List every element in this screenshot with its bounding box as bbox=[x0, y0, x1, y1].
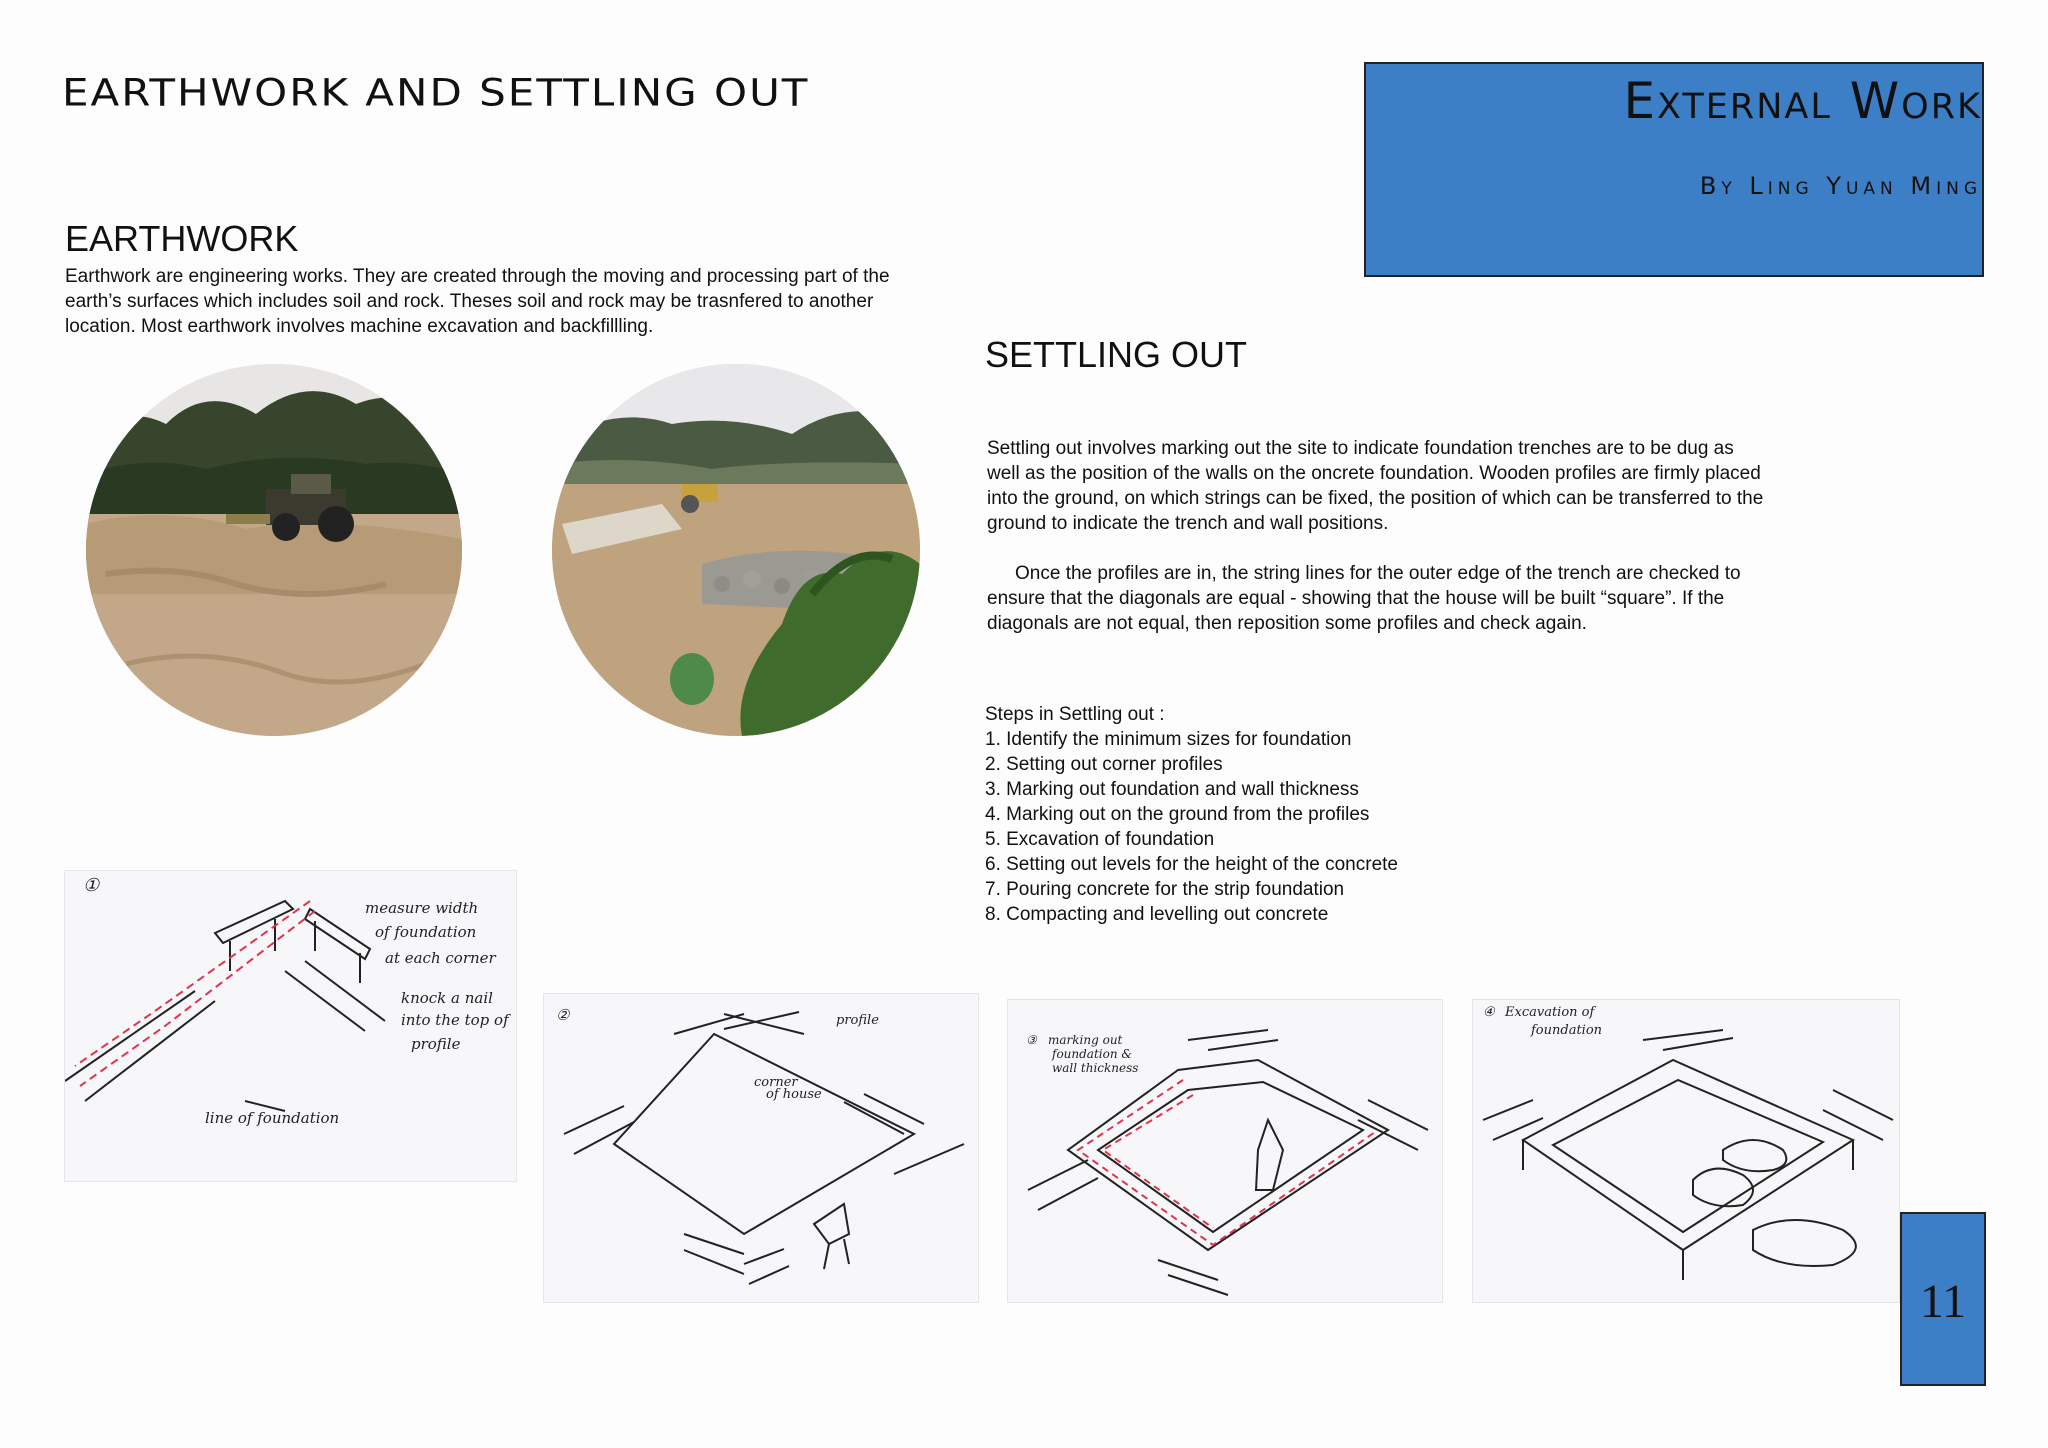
sketch-note: corner bbox=[754, 1075, 798, 1090]
step-item: 3. Marking out foundation and wall thickness bbox=[985, 779, 1359, 800]
roller-photo-image bbox=[552, 364, 920, 736]
earthwork-line: location. Most earthwork involves machine excavation and backfillling. bbox=[65, 316, 654, 337]
sketch-corner-profiles-square bbox=[543, 993, 979, 1303]
banner-author: By Ling Yuan Ming bbox=[1699, 172, 1982, 200]
sketch-excavation bbox=[1472, 999, 1900, 1303]
sketch-note: profile bbox=[836, 1013, 879, 1028]
sketch-number: ④ bbox=[1483, 1005, 1495, 1020]
sketch-note: of house bbox=[766, 1087, 822, 1102]
sketch-note: marking out bbox=[1048, 1033, 1123, 1047]
sketch-note: measure width bbox=[365, 899, 479, 917]
earthwork-line: earth’s surfaces which includes soil and rock. Theses soil and rock may be trasnfered to another bbox=[65, 291, 874, 312]
settling-line: ensure that the diagonals are equal - showing that the house will be built “square”. If the bbox=[987, 588, 1725, 609]
steps-title: Steps in Settling out : bbox=[985, 704, 1165, 725]
sketch-note: foundation bbox=[1531, 1023, 1603, 1038]
sketch-2-drawing bbox=[544, 994, 978, 1302]
banner-title: External Work bbox=[1623, 72, 1982, 130]
page-number-box bbox=[1900, 1212, 1986, 1386]
tractor-photo-image bbox=[86, 364, 462, 736]
page-number: 11 bbox=[1919, 1275, 1967, 1328]
earthwork-line: Earthwork are engineering works. They are created through the moving and processing part of the bbox=[65, 266, 890, 287]
step-item: 5. Excavation of foundation bbox=[985, 829, 1215, 850]
sketch-marking-out bbox=[1007, 999, 1443, 1303]
earthwork-heading: EARTHWORK bbox=[65, 218, 299, 259]
sketch-note: wall thickness bbox=[1052, 1061, 1139, 1075]
page-title: EARTHWORK AND SETTLING OUT bbox=[62, 70, 810, 115]
step-item: 1. Identify the minimum sizes for foundation bbox=[985, 729, 1352, 750]
settling-line: into the ground, on which strings can be fixed, the position of which can be transferred to the bbox=[987, 488, 1764, 509]
settling-line: Once the profiles are in, the string lines for the outer edge of the trench are checked to bbox=[1015, 563, 1741, 584]
site-photo-tractor bbox=[86, 364, 462, 736]
settling-line: Settling out involves marking out the site to indicate foundation trenches are to be dug as bbox=[987, 438, 1734, 459]
site-photo-roller bbox=[552, 364, 920, 736]
sketch-note: into the top of bbox=[401, 1011, 509, 1029]
step-item: 6. Setting out levels for the height of the concrete bbox=[985, 854, 1398, 875]
sketch-number: ③ bbox=[1026, 1033, 1037, 1047]
sketch-number: ① bbox=[83, 875, 100, 896]
step-item: 7. Pouring concrete for the strip foundation bbox=[985, 879, 1345, 900]
earthwork-text bbox=[65, 264, 1005, 339]
sketch-note: knock a nail bbox=[401, 989, 493, 1007]
sketch-note: profile bbox=[411, 1035, 461, 1053]
sketch-note: foundation & bbox=[1052, 1047, 1133, 1061]
settling-heading: SETTLING OUT bbox=[985, 334, 1248, 375]
sketch-1-drawing bbox=[65, 871, 516, 1181]
sketch-corner-profile bbox=[64, 870, 517, 1182]
step-item: 4. Marking out on the ground from the profiles bbox=[985, 804, 1370, 825]
settling-paragraph-1 bbox=[987, 436, 1887, 536]
sketch-note: at each corner bbox=[385, 949, 496, 967]
settling-line: ground to indicate the trench and wall positions. bbox=[987, 513, 1389, 534]
sketch-number: ② bbox=[556, 1006, 570, 1024]
settling-line: well as the position of the walls on the oncrete foundation. Wooden profiles are firmly placed bbox=[987, 463, 1761, 484]
steps-list bbox=[985, 727, 1685, 927]
settling-paragraph-2 bbox=[987, 561, 1887, 636]
settling-line: diagonals are not equal, then reposition some profiles and check again. bbox=[987, 613, 1587, 634]
title-banner bbox=[1364, 62, 1984, 277]
step-item: 2. Setting out corner profiles bbox=[985, 754, 1223, 775]
sketch-note: of foundation bbox=[375, 923, 477, 941]
sketch-note: Excavation of bbox=[1505, 1005, 1595, 1020]
step-item: 8. Compacting and levelling out concrete bbox=[985, 904, 1329, 925]
steps-section bbox=[985, 702, 1685, 927]
sketch-note: line of foundation bbox=[205, 1109, 340, 1127]
sketch-4-drawing bbox=[1473, 1000, 1899, 1302]
sketch-3-drawing bbox=[1008, 1000, 1442, 1302]
